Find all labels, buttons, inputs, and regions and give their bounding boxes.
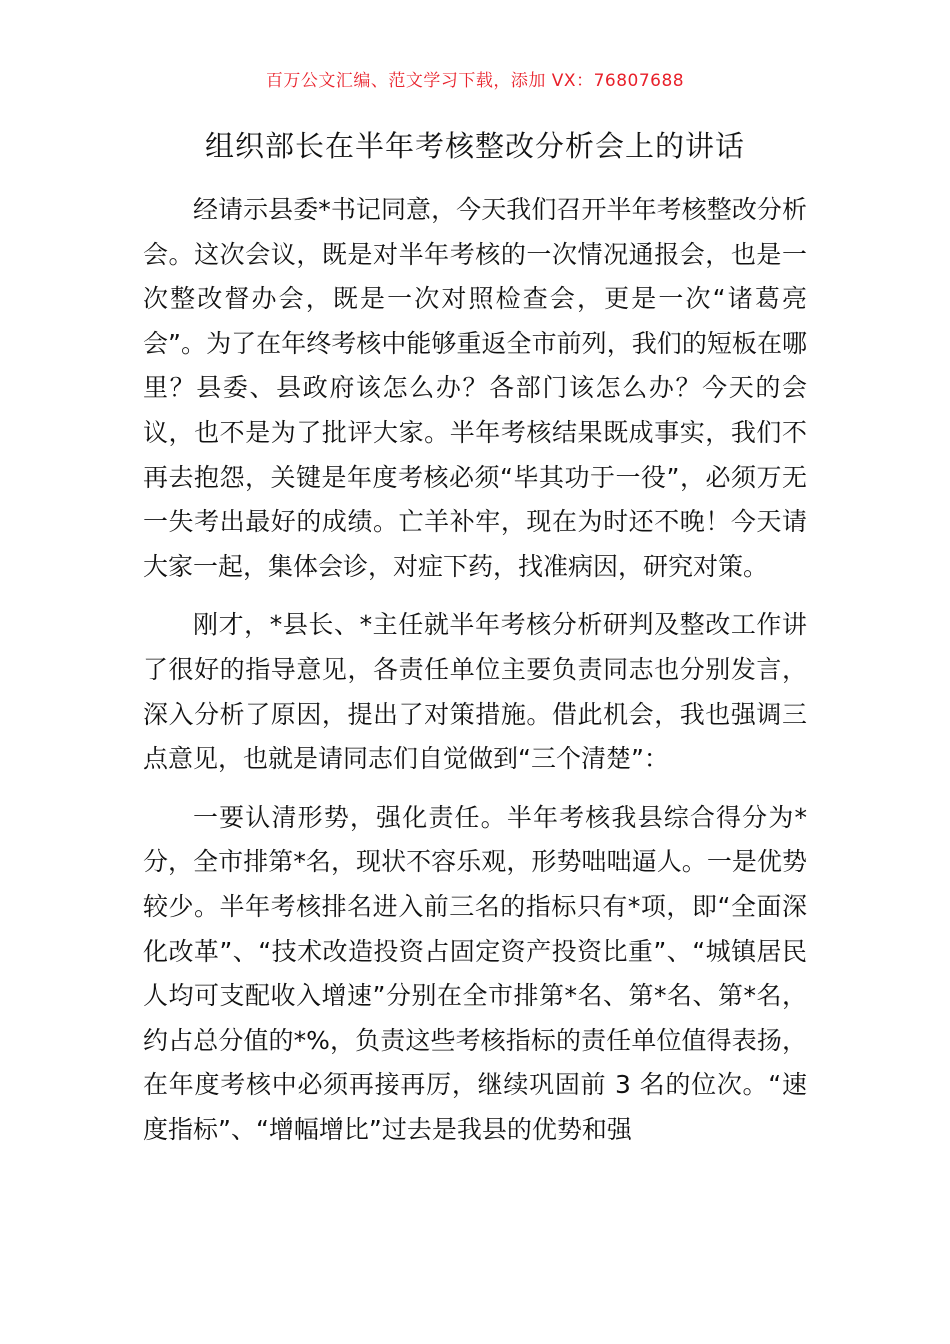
document-title: 组织部长在半年考核整改分析会上的讲话 <box>204 129 745 163</box>
header-watermark-note: 百万公文汇编、范文学习下载，添加 VX：76807688 <box>265 71 685 91</box>
paragraph-3: 一要认清形势，强化责任。半年考核我县综合得分为*分，全市排第*名，现状不容乐观，形势咄咄逼人。一是优势较少。半年考核排名进入前三名的指标只有*项，即“全面深化改革”、“技术改造投资占固定资产投资比重”、“城镇居民人均可支配收入增速”分别在全市排第*名、第*名、第*名，约占总分值的*%，负责这些考核指标的责任单位值得表扬，在年度考核中必须再接再厉，继续巩固前 3 名的位次。“速度指标”、“增幅增比”过去是我县的优势和强 <box>143 802 807 1144</box>
paragraph-1: 经请示县委*书记同意，今天我们召开半年考核整改分析会。这次会议，既是对半年考核的一次情况通报会，也是一次整改督办会，既是一次对照检查会，更是一次“诸葛亮会”。为了在年终考核中能够重返全市前列，我们的短板在哪里？县委、县政府该怎么办？各部门该怎么办？今天的会议，也不是为了批评大家。半年考核结果既成事实，我们不再去抱怨，关键是年度考核必须“毕其功于一役”，必须万无一失考出最好的成绩。亡羊补牢，现在为时还不晚！今天请大家一起，集体会诊，对症下药，找准病因，研究对策。 <box>143 195 807 581</box>
paragraph-2: 刚才，*县长、*主任就半年考核分析研判及整改工作讲了很好的指导意见，各责任单位主要负责同志也分别发言，深入分析了原因，提出了对策措施。借此机会，我也强调三点意见，也就是请同志们自觉做到“三个清楚”： <box>143 610 807 774</box>
document-body <box>143 188 807 1152</box>
